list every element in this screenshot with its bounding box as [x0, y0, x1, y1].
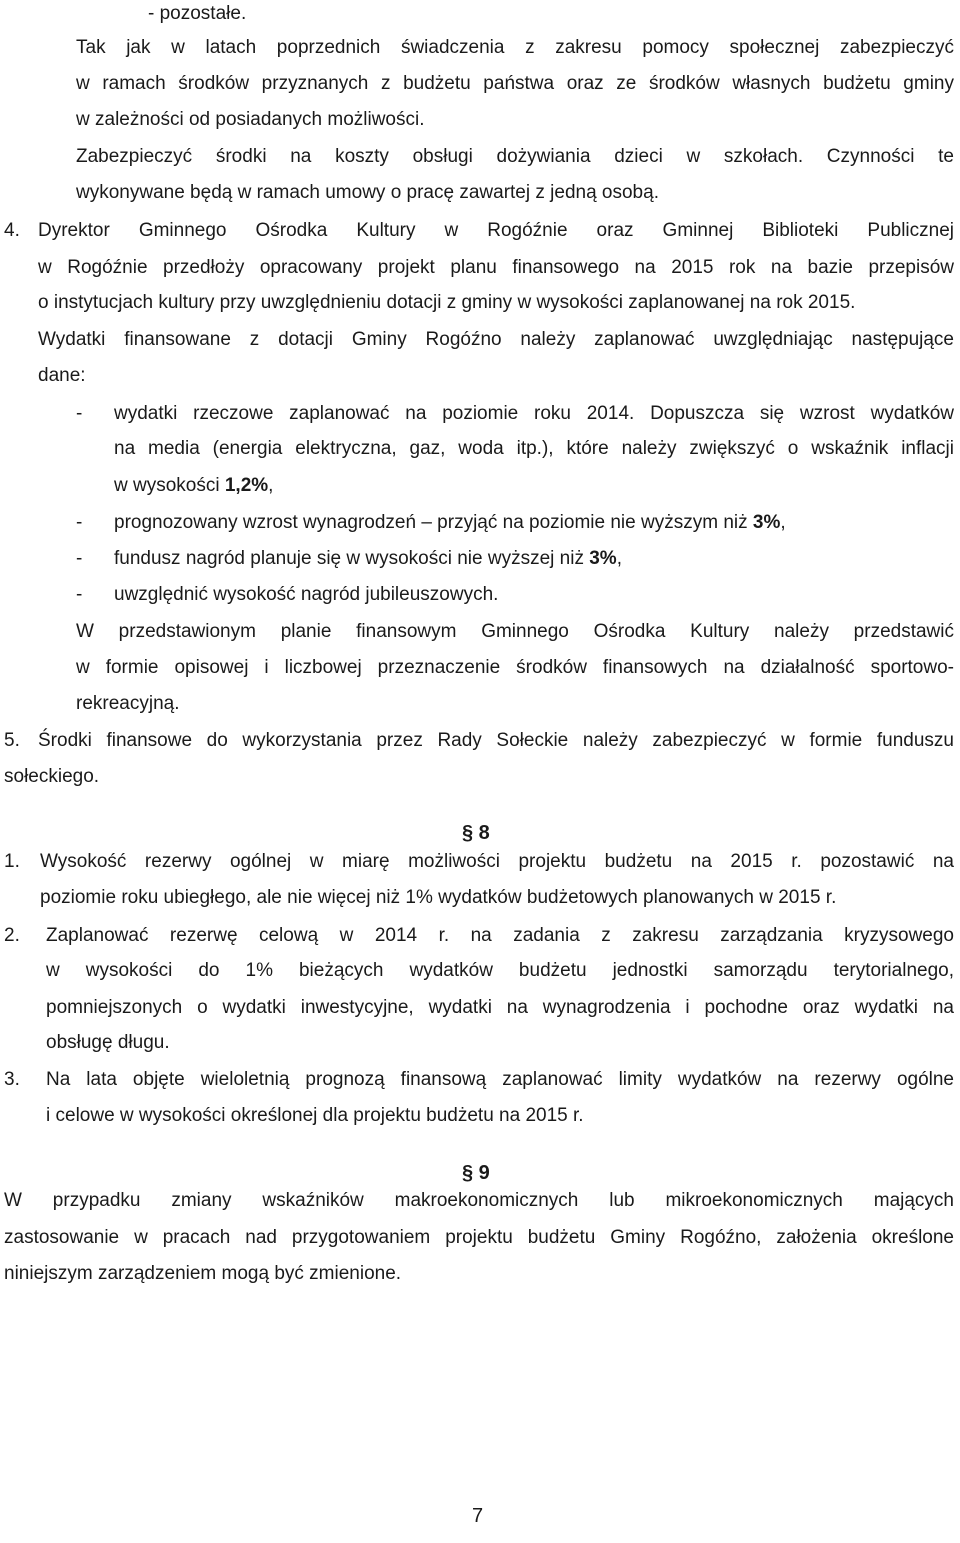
item-number: 4. [4, 220, 20, 241]
text-line: rekreacyjną. [76, 693, 180, 714]
text-line: Zaplanować rezerwę celową w 2014 r. na zadania z zakresu zarządzania kryzysowego [46, 925, 954, 946]
text-span: , [616, 548, 622, 569]
text-span: , [268, 475, 274, 496]
text-line: W przedstawionym planie finansowym Gminnego Ośrodka Kultury należy przedstawić [76, 621, 954, 642]
text-line: obsługę długu. [46, 1032, 170, 1053]
text-line: zastosowanie w pracach nad przygotowaniem projektu budżetu Gminy Rogóźno, założenia określone [4, 1227, 954, 1248]
text-span: w wysokości [114, 475, 225, 496]
bold-value: 3% [589, 548, 617, 569]
text-line: Zabezpieczyć środki na koszty obsługi dożywiania dzieci w szkołach. Czynności te [76, 146, 954, 167]
item-number: 5. [4, 730, 20, 751]
text-span: fundusz nagród planuje się w wysokości nie wyższej niż [114, 548, 590, 569]
text-span: , [780, 512, 786, 533]
text-line: Środki finansowe do wykorzystania przez Rady Sołeckie należy zabezpieczyć w formie funduszu [38, 730, 954, 751]
text-line: w wysokości do 1% bieżących wydatków budżetu jednostki samorządu terytorialnego, [46, 960, 954, 981]
text-line: Dyrektor Gminnego Ośrodka Kultury w Rogóźnie oraz Gminnej Biblioteki Publicznej [38, 220, 954, 241]
text-line: wydatki rzeczowe zaplanować na poziomie roku 2014. Dopuszcza się wzrost wydatków [114, 403, 954, 424]
text-line: niniejszym zarządzeniem mogą być zmienione. [4, 1263, 402, 1284]
text-line: - pozostałe. [148, 3, 247, 24]
text-line: Tak jak w latach poprzednich świadczenia z zakresu pomocy społecznej zabezpieczyć [76, 37, 954, 58]
text-line: W przypadku zmiany wskaźników makroekonomicznych lub mikroekonomicznych mających [4, 1190, 954, 1211]
text-line: poziomie roku ubiegłego, ale nie więcej niż 1% wydatków budżetowych planowanych w 2015 r. [40, 887, 837, 908]
text-line: w Rogóźnie przedłoży opracowany projekt planu finansowego na 2015 rok na bazie przepisów [38, 257, 954, 278]
text-line: Na lata objęte wieloletnią prognozą finansową zaplanować limity wydatków na rezerwy ogólne [46, 1069, 954, 1090]
text-line [114, 474, 273, 498]
bullet-dash: - [76, 584, 83, 605]
text-line: Wydatki finansowane z dotacji Gminy Rogóźno należy zaplanować uwzględniając następujące [38, 329, 954, 350]
bullet-dash: - [76, 512, 83, 533]
text-line: dane: [38, 365, 86, 386]
text-line: Wysokość rezerwy ogólnej w miarę możliwości projektu budżetu na 2015 r. pozostawić na [40, 851, 954, 872]
text-line: w formie opisowej i liczbowej przeznaczenie środków finansowych na działalność sportowo- [76, 657, 954, 678]
text-line: pomniejszonych o wydatki inwestycyjne, wydatki na wynagrodzenia i pochodne oraz wydatki na [46, 997, 954, 1018]
text-span: prognozowany wzrost wynagrodzeń – przyjąć na poziomie nie wyższym niż [114, 512, 753, 533]
item-number: 3. [4, 1069, 20, 1090]
text-line: uwzględnić wysokość nagród jubileuszowych. [114, 584, 499, 605]
bold-value: 1,2% [224, 475, 269, 496]
item-number: 2. [4, 925, 20, 946]
text-line: wykonywane będą w ramach umowy o pracę zawartej z jedną osobą. [76, 182, 659, 203]
text-line: na media (energia elektryczna, gaz, woda itp.), które należy zwiększyć o wskaźnik inflacji [114, 438, 954, 459]
section-title: § 8 [462, 822, 490, 844]
text-line: i celowe w wysokości określonej dla projektu budżetu na 2015 r. [46, 1105, 584, 1126]
text-line [114, 511, 786, 535]
bullet-dash: - [76, 403, 83, 424]
text-line: w zależności od posiadanych możliwości. [76, 109, 425, 130]
text-line: sołeckiego. [4, 766, 100, 787]
text-line [114, 547, 622, 571]
text-line: w ramach środków przyznanych z budżetu państwa oraz ze środków własnych budżetu gminy [76, 73, 954, 94]
section-title: § 9 [462, 1162, 490, 1184]
item-number: 1. [4, 851, 20, 872]
bold-value: 3% [752, 512, 781, 533]
text-line: o instytucjach kultury przy uwzględnieniu dotacji z gminy w wysokości zaplanowanej na rok 2015. [38, 292, 856, 313]
bullet-dash: - [76, 548, 83, 569]
page-number: 7 [472, 1505, 484, 1527]
